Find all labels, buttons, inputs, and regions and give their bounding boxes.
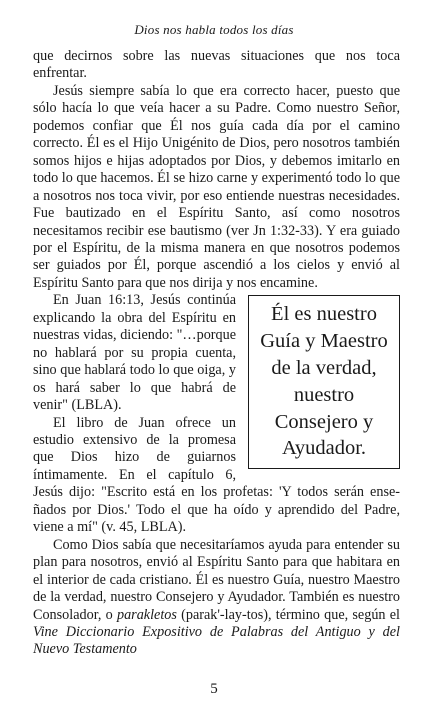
paragraph-1: que decirnos sobre las nuevas situaciones que nos toca enfrentar. (33, 48, 400, 82)
paragraph-2: Jesús siempre sabía lo que era correcto hacer, puesto que sólo hacía lo que veía hacer a su Padre. Como nuestro Señor, podemos confiar que Él nos guía cada día por el camino correcto. Él es el Hijo Unigénito de Dios, pero nosotros también somos hijos e hijas adoptados por Dios, y debemos imitarlo en todo lo que hacemos. Él se hizo carne y experimentó todo lo que a nosotros nos toca vivir, por eso entiende nuestras necesidades. Fue bautizado en el Espíritu Santo, así como nosotros necesitamos recibir ese bautismo (ver Jn 1:32-33). Y era guiado por el Espíritu, de la misma manera en que nosotros podemos ser guiados por Él, porque ascendió a los cielos y envió al Espíritu Santo para que nos dirija y nos encamine. (33, 82, 400, 291)
page-number: 5 (210, 681, 218, 697)
term-parakletos: parakletos (116, 606, 177, 623)
dictionary-title: Vine Diccionario Expositivo de Palabras del Antiguo y del Nuevo Testamento (33, 623, 400, 658)
paragraph-3: En Juan 16:13, Jesús continúa explicando la obra del Espíritu en nuestras vidas, diciendo: "…porque no hablará por su propia cuenta, sino que hablará todo lo que oiga, y os hará saber lo que habrá de venir" (LBLA). (33, 292, 236, 414)
pull-quote-box: Él es nuestro Guía y Maestro de la verdad, nuestro Consejero y Ayudador. (248, 295, 400, 469)
paragraph-5 (33, 537, 400, 659)
paragraph-4: El libro de Juan ofrece un estudio extensivo de la promesa que Dios hizo de guiarnos íntimamente. En el capítulo 6, Jesús dijo: "Escrito está en los profetas: 'Y todos serán enseñados por Dios.' Todo el que ha oído y aprendido del Padre, viene a mí" (v. 45, LBLA). (33, 414, 400, 536)
paragraph-5-text-a: Como Dios sabía que necesitaríamos ayuda para entender su plan para nosotros, envió al Espíritu Santo para que habitara en el interior de cada cristiano. Él es nuestro Guía, nuestro Maestro de la verdad, nuestro Consejero y Ayudador. También es nuestro Consolador, o (33, 536, 400, 623)
running-header: Dios nos habla todos los días (134, 22, 294, 37)
paragraph-5-text-b: (parak'-lay-tos), término que, según el (176, 606, 400, 623)
body-text (33, 48, 400, 659)
